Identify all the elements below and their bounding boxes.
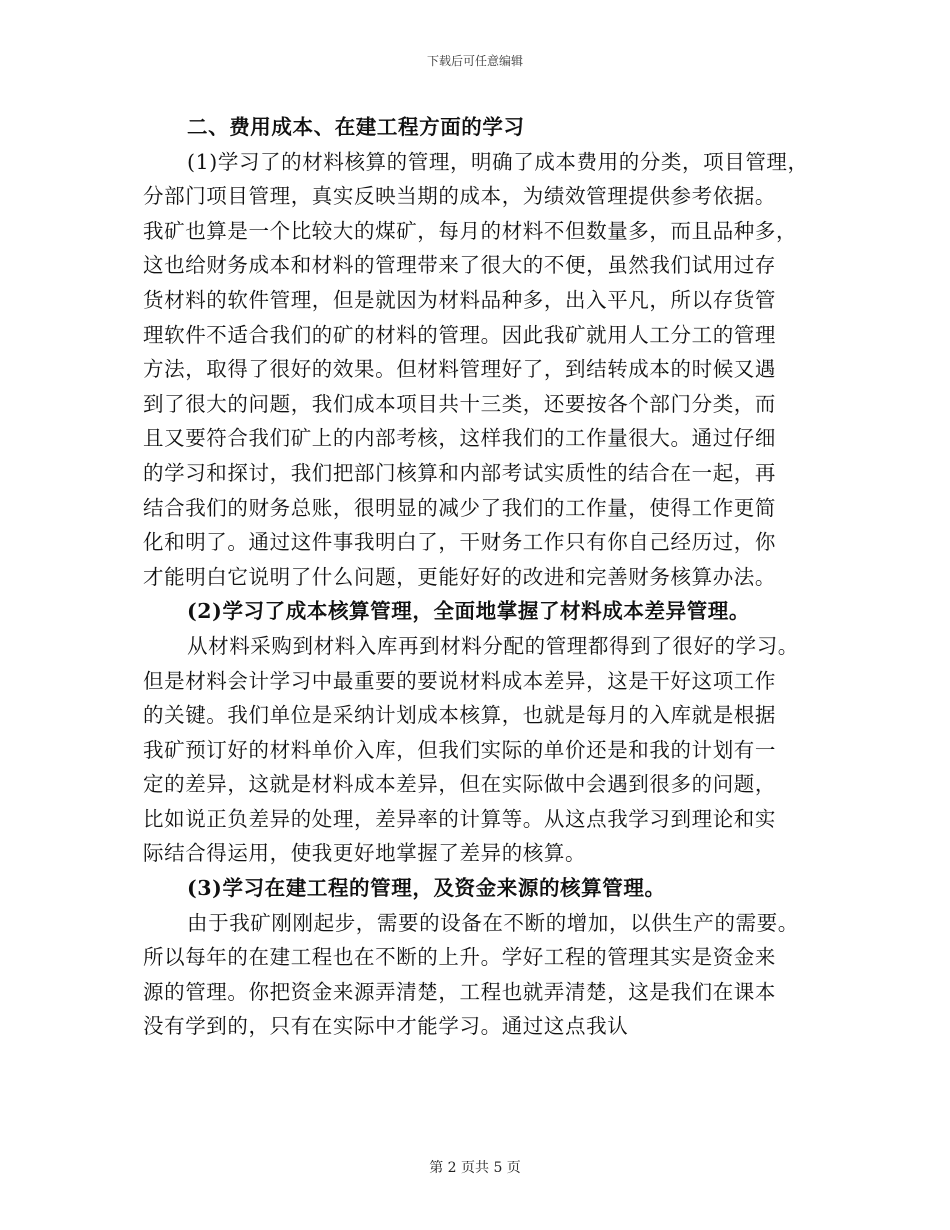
text-line: 由于我矿刚刚起步，需要的设备在不断的增加，以供生产的需要。 (187, 910, 799, 935)
text-line: (1)学习了的材料核算的管理，明确了成本费用的分类，项目管理， (187, 149, 809, 174)
section-heading: 二、费用成本、在建工程方面的学习 (187, 115, 525, 139)
document-body (143, 110, 823, 1044)
section-heading: (2)学习了成本核算管理，全面地掌握了材料成本差异管理。 (187, 599, 750, 624)
text-line: 到了很大的问题，我们成本项目共十三类，还要按各个部门分类，而 (143, 391, 776, 416)
text-line: 但是材料会计学习中最重要的要说材料成本差异，这是干好这项工作 (143, 668, 776, 693)
text-line: 我矿也算是一个比较大的煤矿，每月的材料不但数量多，而且品种多， (143, 218, 798, 243)
text-line: 源的管理。你把资金来源弄清楚，工程也就弄清楚，这是我们在课本 (143, 979, 776, 1004)
text-line: 从材料采购到材料入库再到材料分配的管理都得到了很好的学习。 (187, 633, 799, 658)
text-line: 且又要符合我们矿上的内部考核，这样我们的工作量很大。通过仔细 (143, 426, 776, 451)
text-line: 货材料的软件管理，但是就因为材料品种多，出入平凡，所以存货管 (143, 287, 776, 312)
text-line: 理软件不适合我们的矿的材料的管理。因此我矿就用人工分工的管理 (143, 322, 776, 347)
page-header: 下载后可任意编辑 (426, 54, 523, 68)
text-line: 定的差异，这就是材料成本差异，但在实际做中会遇到很多的问题， (143, 772, 776, 797)
section-heading: (3)学习在建工程的管理，及资金来源的核算管理。 (187, 876, 666, 901)
text-line: 际结合得运用，使我更好地掌握了差异的核算。 (143, 841, 587, 866)
page-number: 第 2 页共 5 页 (429, 1160, 521, 1176)
text-line: 没有学到的，只有在实际中才能学习。通过这点我认 (143, 1014, 629, 1039)
text-line: 化和明了。通过这件事我明白了，干财务工作只有你自己经历过，你 (143, 530, 776, 555)
text-line: 分部门项目管理，真实反映当期的成本，为绩效管理提供参考依据。 (143, 184, 776, 209)
text-line: 的学习和探讨，我们把部门核算和内部考试实质性的结合在一起，再 (143, 460, 776, 485)
text-line: 方法，取得了很好的效果。但材料管理好了，到结转成本的时候又遇 (143, 357, 776, 382)
text-line: 结合我们的财务总账，很明显的减少了我们的工作量，使得工作更简 (143, 495, 776, 520)
text-line: 我矿预订好的材料单价入库，但我们实际的单价还是和我的计划有一 (143, 737, 776, 762)
text-line: 的关键。我们单位是采纳计划成本核算，也就是每月的入库就是根据 (143, 703, 776, 728)
text-line: 这也给财务成本和材料的管理带来了很大的不便，虽然我们试用过存 (143, 253, 776, 278)
text-line: 才能明白它说明了什么问题，更能好好的改进和完善财务核算办法。 (143, 564, 776, 589)
text-line: 所以每年的在建工程也在不断的上升。学好工程的管理其实是资金来 (143, 945, 776, 970)
text-line: 比如说正负差异的处理，差异率的计算等。从这点我学习到理论和实 (143, 806, 776, 831)
